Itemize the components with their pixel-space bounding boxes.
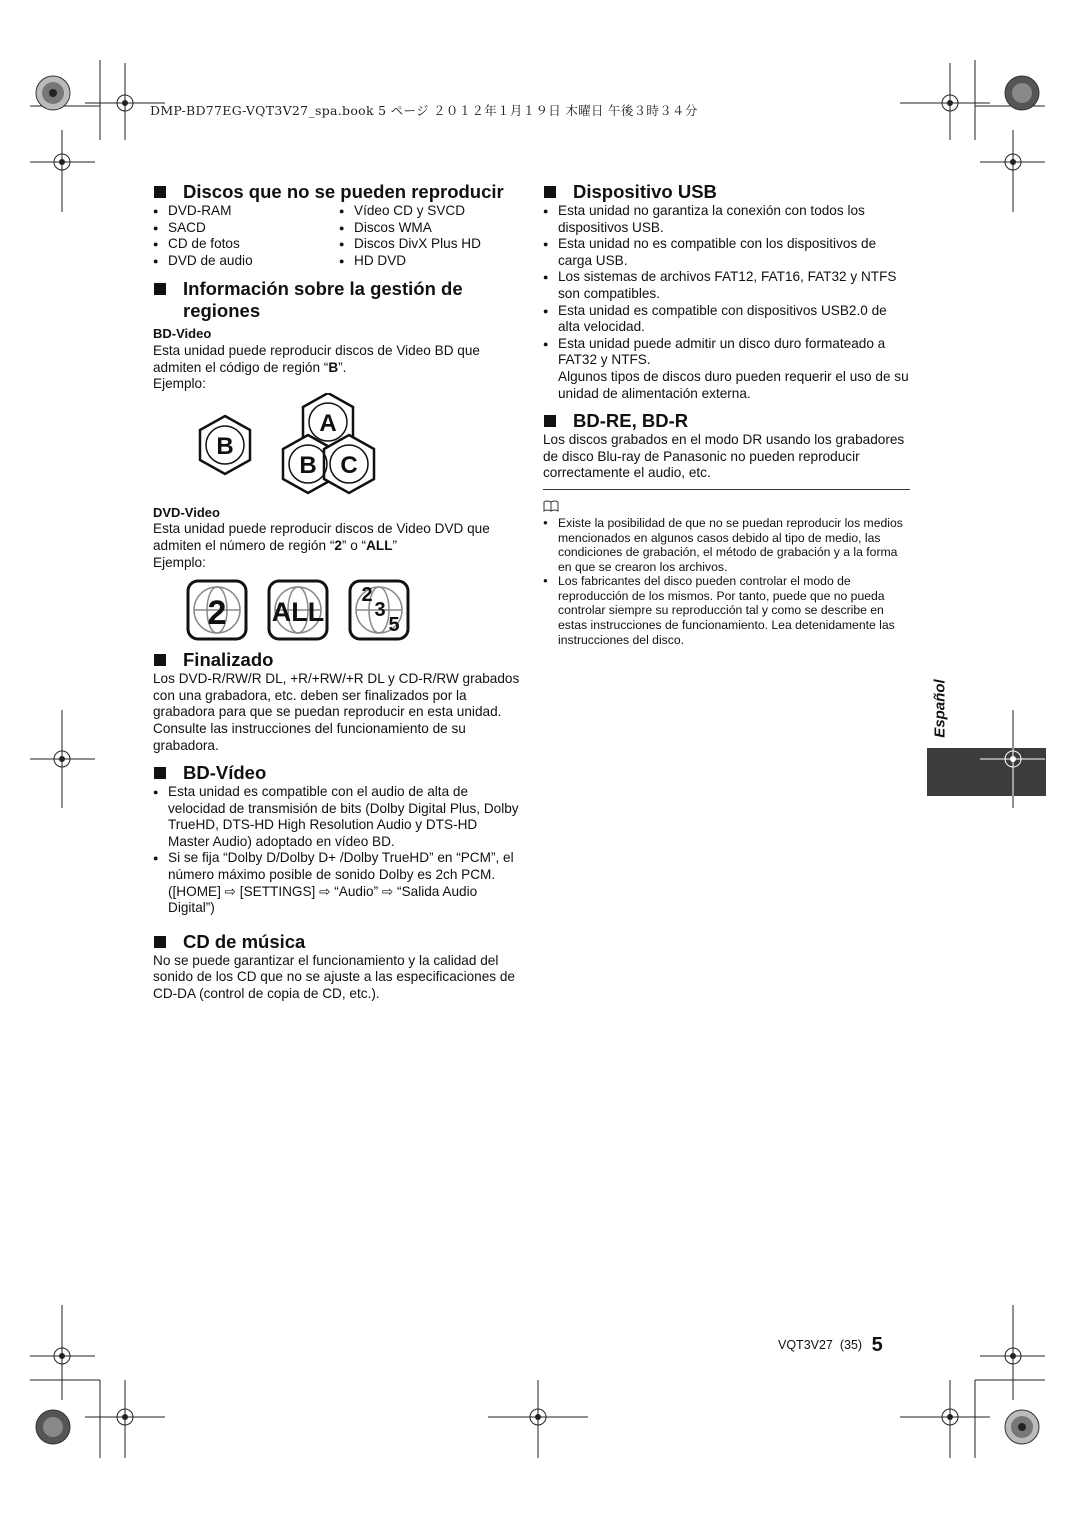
list-item: ● Vídeo CD y SVCD	[339, 203, 521, 220]
list-item: ● SACD	[153, 220, 339, 237]
region-number: 2	[361, 584, 373, 607]
doc-code: VQT3V27	[778, 1338, 833, 1352]
list-item: ● Esta unidad es compatible con el audio de alta de velocidad de transmisión de bits (Dolby Digital Plus, Dolby TrueHD, DTS-HD High Resolution Audio y DTS-HD Master Audio) adoptado en vídeo BD.	[153, 784, 521, 850]
bdre-text: Los discos grabados en el modo DR usando los grabadores de disco Blu-ray de Panasonic no pueden reproducir correctamente el audio, etc.	[543, 432, 905, 481]
dvd-region-icons	[153, 571, 521, 649]
notes-section	[543, 489, 910, 647]
bd-region-icons	[153, 393, 521, 501]
list-item: ● HD DVD	[339, 253, 521, 270]
region-letter: B	[299, 451, 317, 479]
book-header: DMP-BD77EG-VQT3V27_spa.book 5 ページ ２０１２年１月１９日 木曜日 午後３時３４分	[150, 103, 698, 118]
region-number: 3	[374, 599, 386, 622]
region-letter: B	[216, 432, 234, 460]
example-label: Ejemplo:	[153, 554, 206, 570]
bd-video-subtitle: BD-Video	[153, 326, 212, 342]
list-item: ● Esta unidad es compatible con dispositivos USB2.0 de alta velocidad.	[543, 303, 910, 336]
cd-text: No se puede garantizar el funcionamiento y la calidad del sonido de los CD que no se ajuste a las especificaciones de CD-DA (control de copia de CD, etc.).	[153, 952, 515, 1002]
section-title-cd: CD de música	[153, 931, 521, 953]
list-item: ● Esta unidad puede admitir un disco duro formateado a FAT32 y NTFS.	[543, 336, 910, 369]
usb-extra-text: Algunos tipos de discos duro pueden requerir el uso de su unidad de alimentación externa.	[558, 368, 909, 401]
left-column	[153, 181, 521, 1003]
page-footer	[778, 1334, 883, 1357]
region-number: 2	[207, 594, 227, 633]
section-title-bdvideo: BD-Vídeo	[153, 762, 521, 784]
section-title-discos: Discos que no se pueden reproducir	[153, 181, 521, 203]
list-item: ● Esta unidad no es compatible con los dispositivos de carga USB.	[543, 236, 910, 269]
finalizado-text: Los DVD-R/RW/R DL, +R/+RW/+R DL y CD-R/RW grabados con una grabadora, etc. deben ser finalizados por la grabadora para que se puedan reproducir en esta unidad. Consulte las instrucciones del funcionamiento de su grabadora.	[153, 671, 520, 753]
list-item: ● Los fabricantes del disco pueden controlar el modo de reproducción de los mismos. Por tanto, puede que no pueda controlar siempre su reproducción tal y como se describe en estas instrucciones de funcionamiento. Lea detenidamente las instrucciones del disco.	[543, 574, 910, 647]
bd-region-text: Esta unidad puede reproducir discos de Video BD que admiten el código de región “B”.	[153, 342, 480, 375]
section-title-regiones: Información sobre la gestión de regiones	[153, 278, 521, 322]
list-item: ● Si se fija “Dolby D/Dolby D+ /Dolby TrueHD” en “PCM”, el número máximo posible de sonido Dolby es 2ch PCM. ([HOME] ⇨ [SETTINGS] ⇨ “Audio” ⇨ “Salida Audio Digital”)	[153, 850, 521, 916]
region-letter: C	[340, 451, 358, 479]
bdvideo-list	[153, 784, 521, 917]
dvd-region-text: Esta unidad puede reproducir discos de Video DVD que admiten el número de región “2” o “ALL”	[153, 521, 490, 553]
section-title-bdre: BD-RE, BD-R	[543, 410, 910, 432]
language-tab	[927, 748, 1046, 796]
list-item: ● DVD-RAM	[153, 203, 339, 220]
page-number: 5	[871, 1334, 883, 1356]
region-number: 5	[388, 614, 400, 637]
section-title-finalizado: Finalizado	[153, 649, 521, 671]
dvd-video-subtitle: DVD-Video	[153, 504, 220, 520]
section-title-usb: Dispositivo USB	[543, 181, 910, 203]
list-item: ● Los sistemas de archivos FAT12, FAT16, FAT32 y NTFS son compatibles.	[543, 269, 910, 302]
region-number: ALL	[271, 597, 325, 628]
list-item: ● Esta unidad no garantiza la conexión con todos los dispositivos USB.	[543, 203, 910, 236]
notes-list	[543, 516, 910, 647]
right-column	[543, 181, 910, 647]
region-letter: A	[319, 409, 337, 437]
usb-list	[543, 203, 910, 369]
orig-page: (35)	[839, 1338, 863, 1352]
list-item: ● DVD de audio	[153, 253, 339, 270]
list-item: ● Discos WMA	[339, 220, 521, 237]
unplayable-discs-list	[153, 203, 521, 269]
book-icon	[543, 500, 559, 512]
list-item: ● Existe la posibilidad de que no se puedan reproducir los medios mencionados en algunos casos debido al tipo de medio, las condiciones de grabación, el método de grabación y a la forma en que se crearon los archivos.	[543, 516, 910, 574]
language-tab-label: Español	[931, 679, 949, 738]
list-item: ● CD de fotos	[153, 236, 339, 253]
example-label: Ejemplo:	[153, 376, 206, 392]
list-item: ● Discos DivX Plus HD	[339, 236, 521, 253]
